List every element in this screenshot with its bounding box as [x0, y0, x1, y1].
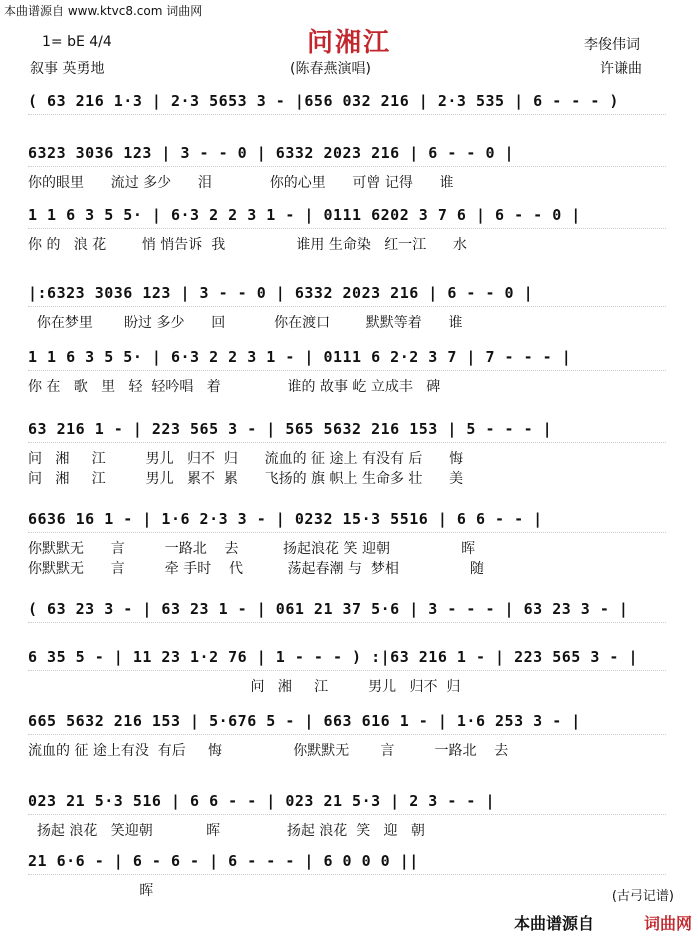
- site-banner: 本曲谱源自 www.ktvc8.com 词曲网: [4, 4, 203, 18]
- score-row: [28, 92, 666, 118]
- lyricist-credit: 李俊伟词: [584, 37, 640, 53]
- lyric-line: 你默默无 言 牵 手时 代 荡起春潮 与 梦相 随: [28, 561, 485, 577]
- score-row: [28, 648, 666, 696]
- score-row: [28, 600, 666, 626]
- lyric-line: 问 湘 江 男儿 归不 归 流血的 征 途上 有没有 后 悔: [28, 451, 464, 467]
- note-line: 6 35 5 - | 11 23 1·2 76 | 1 - - - ) :|63 216 1 - | 223 565 3 - |: [28, 648, 666, 671]
- lyric-line: 你的眼里 流过 多少 泪 你的心里 可曾 记得 谁: [28, 175, 454, 191]
- score-row: [28, 144, 666, 192]
- note-line: ( 63 23 3 - | 63 23 1 - | 061 21 37 5·6 | 3 - - - | 63 23 3 - |: [28, 600, 666, 623]
- note-line: |:6323 3036 123 | 3 - - 0 | 6332 2023 216 | 6 - - 0 |: [28, 284, 666, 307]
- note-line: 1 1 6 3 5 5· | 6·3 2 2 3 1 - | 0111 6202 3 7 6 | 6 - - 0 |: [28, 206, 666, 229]
- note-line: 6636 16 1 - | 1·6 2·3 3 - | 0232 15·3 5516 | 6 6 - - |: [28, 510, 666, 533]
- score-row: [28, 348, 666, 396]
- note-line: 1 1 6 3 5 5· | 6·3 2 2 3 1 - | 0111 6 2·2 3 7 | 7 - - - |: [28, 348, 666, 371]
- lyric-line: 你 的 浪 花 悄 悄告诉 我 谁用 生命染 红一江 水: [28, 237, 467, 253]
- score-row: [28, 712, 666, 760]
- note-line: 023 21 5·3 516 | 6 6 - - | 023 21 5·3 | 2 3 - - |: [28, 792, 666, 815]
- lyric-line: 问 湘 江 男儿 累不 累 飞扬的 旗 帜上 生命多 壮 美: [28, 471, 464, 487]
- lyric-line: 你在梦里 盼过 多少 回 你在渡口 默默等着 谁: [28, 315, 463, 331]
- song-title: 问湘江: [306, 28, 391, 58]
- note-line: 21 6·6 - | 6 - 6 - | 6 - - - | 6 0 0 0 ||: [28, 852, 666, 875]
- lyric-line: 流血的 征 途上有没 有后 悔 你默默无 言 一路北 去: [28, 743, 509, 759]
- footer-source: 本曲谱源自: [513, 914, 594, 933]
- score-row: [28, 792, 666, 840]
- lyric-line: 问 湘 江 男儿 归不 归: [28, 679, 461, 695]
- score-row: [28, 206, 666, 254]
- lyric-line: 扬起 浪花 笑迎朝 晖 扬起 浪花 笑 迎 朝: [28, 823, 425, 839]
- singer-credit: (陈春燕演唱): [290, 61, 371, 77]
- score-row: [28, 284, 666, 332]
- score-row: [28, 420, 666, 488]
- score-row: [28, 510, 666, 578]
- lyric-line: 你默默无 言 一路北 去 扬起浪花 笑 迎朝 晖: [28, 541, 476, 557]
- transcriber-credit: (古弓记谱): [611, 889, 674, 904]
- note-line: ( 63 216 1·3 | 2·3 5653 3 - |656 032 216 | 2·3 535 | 6 - - - ): [28, 92, 666, 115]
- footer-brand: 词曲网: [643, 914, 692, 933]
- note-line: 63 216 1 - | 223 565 3 - | 565 5632 216 153 | 5 - - - |: [28, 420, 666, 443]
- style-marking: 叙事 英勇地: [30, 61, 105, 77]
- score-row: [28, 852, 666, 900]
- note-line: 6323 3036 123 | 3 - - 0 | 6332 2023 216 | 6 - - 0 |: [28, 144, 666, 167]
- composer-credit: 许谦曲: [600, 61, 642, 77]
- note-line: 665 5632 216 153 | 5·676 5 - | 663 616 1 - | 1·6 253 3 - |: [28, 712, 666, 735]
- lyric-line: 你 在 歌 里 轻 轻吟唱 着 谁的 故事 屹 立成丰 碑: [28, 379, 441, 395]
- lyric-line: 晖: [28, 883, 154, 899]
- key-signature: 1= bE 4/4: [42, 34, 112, 50]
